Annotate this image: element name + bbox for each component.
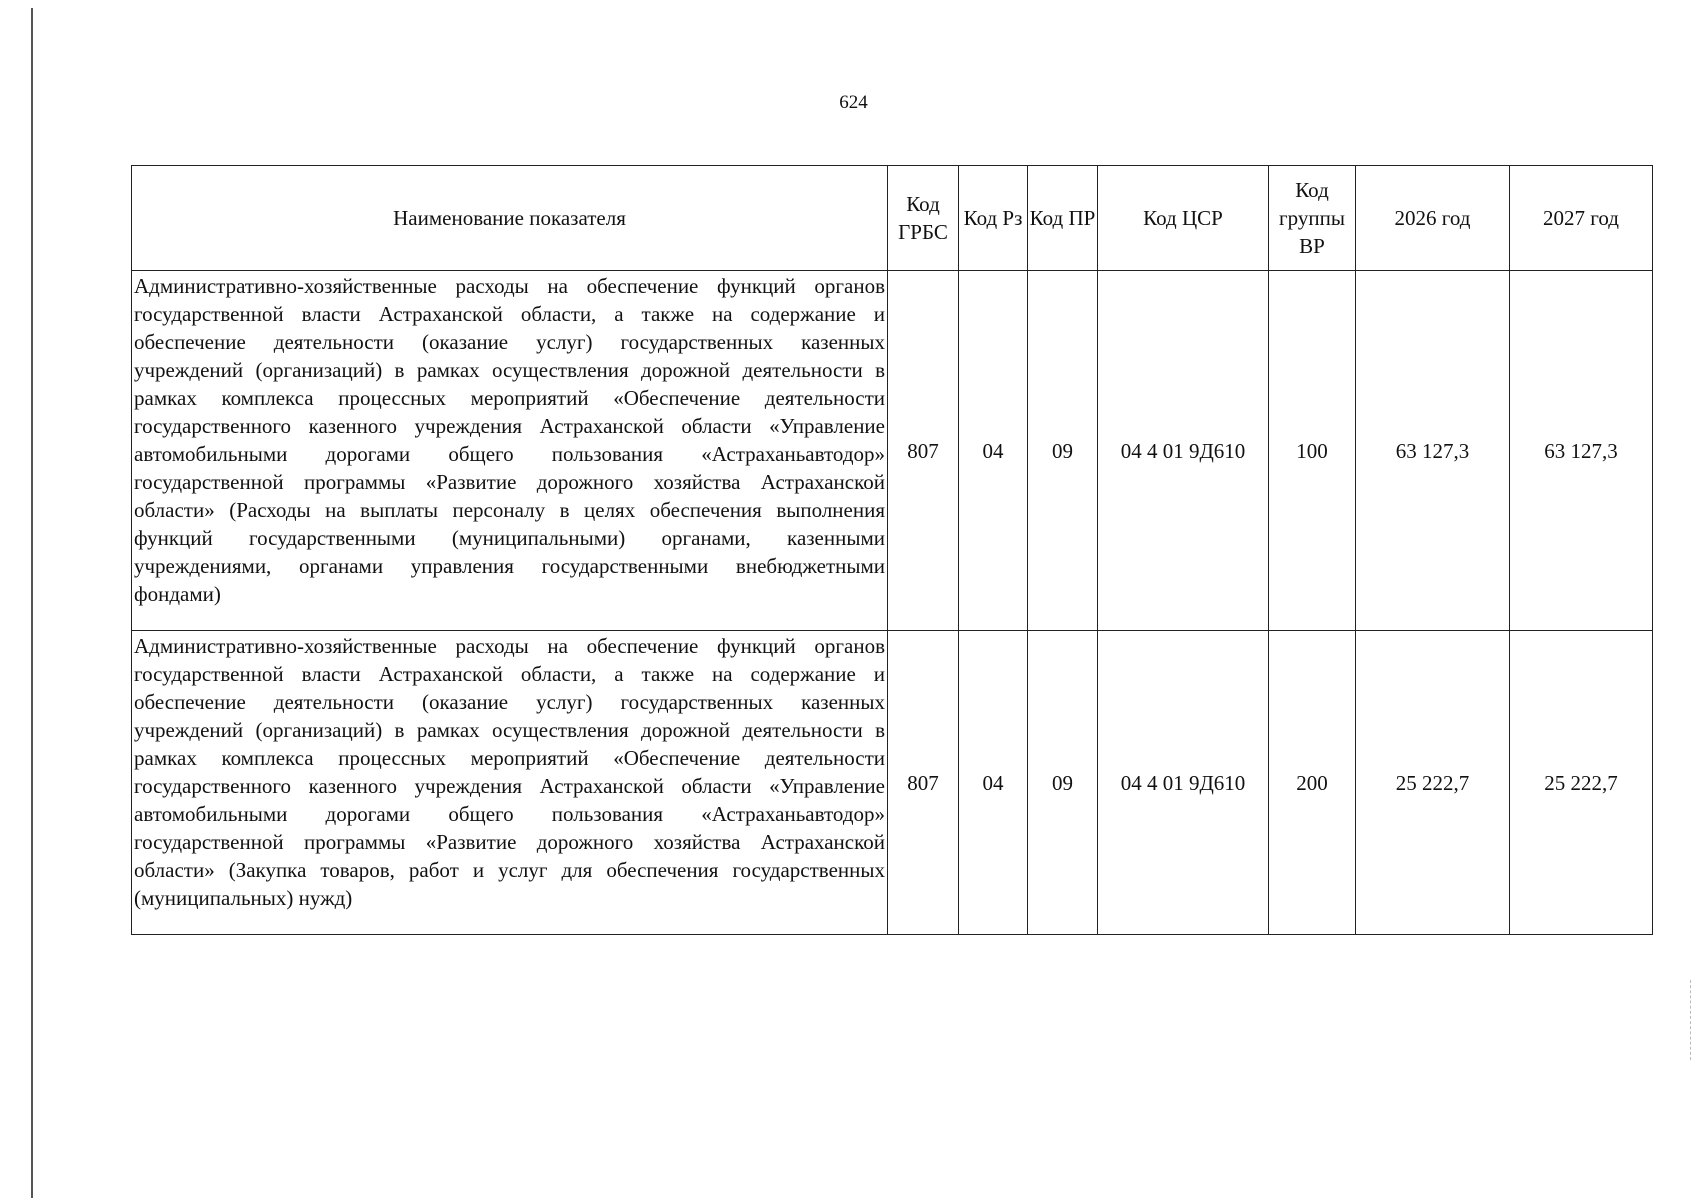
cell-rz: 04 <box>959 631 1028 935</box>
cell-rz: 04 <box>959 271 1028 631</box>
cell-csr: 04 4 01 9Д610 <box>1098 271 1269 631</box>
header-vr: Код группы ВР <box>1269 166 1356 271</box>
cell-2026: 25 222,7 <box>1356 631 1510 935</box>
header-pr: Код ПР <box>1028 166 1098 271</box>
table-header-row <box>132 166 1653 271</box>
cell-2026: 63 127,3 <box>1356 271 1510 631</box>
cell-2027: 25 222,7 <box>1510 631 1653 935</box>
page-number: 624 <box>839 92 868 113</box>
cell-vr: 100 <box>1269 271 1356 631</box>
budget-table <box>131 165 1653 935</box>
header-2026: 2026 год <box>1356 166 1510 271</box>
cell-csr: 04 4 01 9Д610 <box>1098 631 1269 935</box>
cell-pr: 09 <box>1028 631 1098 935</box>
cell-pr: 09 <box>1028 271 1098 631</box>
scan-artifact <box>1690 980 1692 1060</box>
cell-name: Административно-хозяйственные расходы на обеспечение функций органов государственной власти Астраханской области, а также на содержание и обеспечение деятельности (оказание услуг) государственных казенных учреждений (организаций) в рамках осуществления дорожной деятельности в рамках комплекса процессных мероприятий «Обеспечение деятельности государственного казенного учреждения Астраханской области «Управление автомобильными дорогами общего пользования «Астраханьавтодор» государственной программы «Развитие дорожного хозяйства Астраханской области» (Закупка товаров, работ и услуг для обеспечения государственных (муниципальных) нужд) <box>132 631 888 935</box>
cell-grbs: 807 <box>888 631 959 935</box>
header-csr: Код ЦСР <box>1098 166 1269 271</box>
cell-name: Административно-хозяйственные расходы на обеспечение функций органов государственной власти Астраханской области, а также на содержание и обеспечение деятельности (оказание услуг) государственных казенных учреждений (организаций) в рамках осуществления дорожной деятельности в рамках комплекса процессных мероприятий «Обеспечение деятельности государственного казенного учреждения Астраханской области «Управление автомобильными дорогами общего пользования «Астраханьавтодор» государственной программы «Развитие дорожного хозяйства Астраханской области» (Расходы на выплаты персоналу в целях обеспечения выполнения функций государственными (муниципальными) органами, казенными учреждениями, органами управления государственными внебюджетными фондами) <box>132 271 888 631</box>
table-row <box>132 271 1653 631</box>
cell-grbs: 807 <box>888 271 959 631</box>
binding-edge-line <box>31 8 33 1198</box>
header-2027: 2027 год <box>1510 166 1653 271</box>
header-grbs: Код ГРБС <box>888 166 959 271</box>
cell-vr: 200 <box>1269 631 1356 935</box>
header-name: Наименование показателя <box>132 166 888 271</box>
table-row <box>132 631 1653 935</box>
cell-2027: 63 127,3 <box>1510 271 1653 631</box>
header-rz: Код Рз <box>959 166 1028 271</box>
